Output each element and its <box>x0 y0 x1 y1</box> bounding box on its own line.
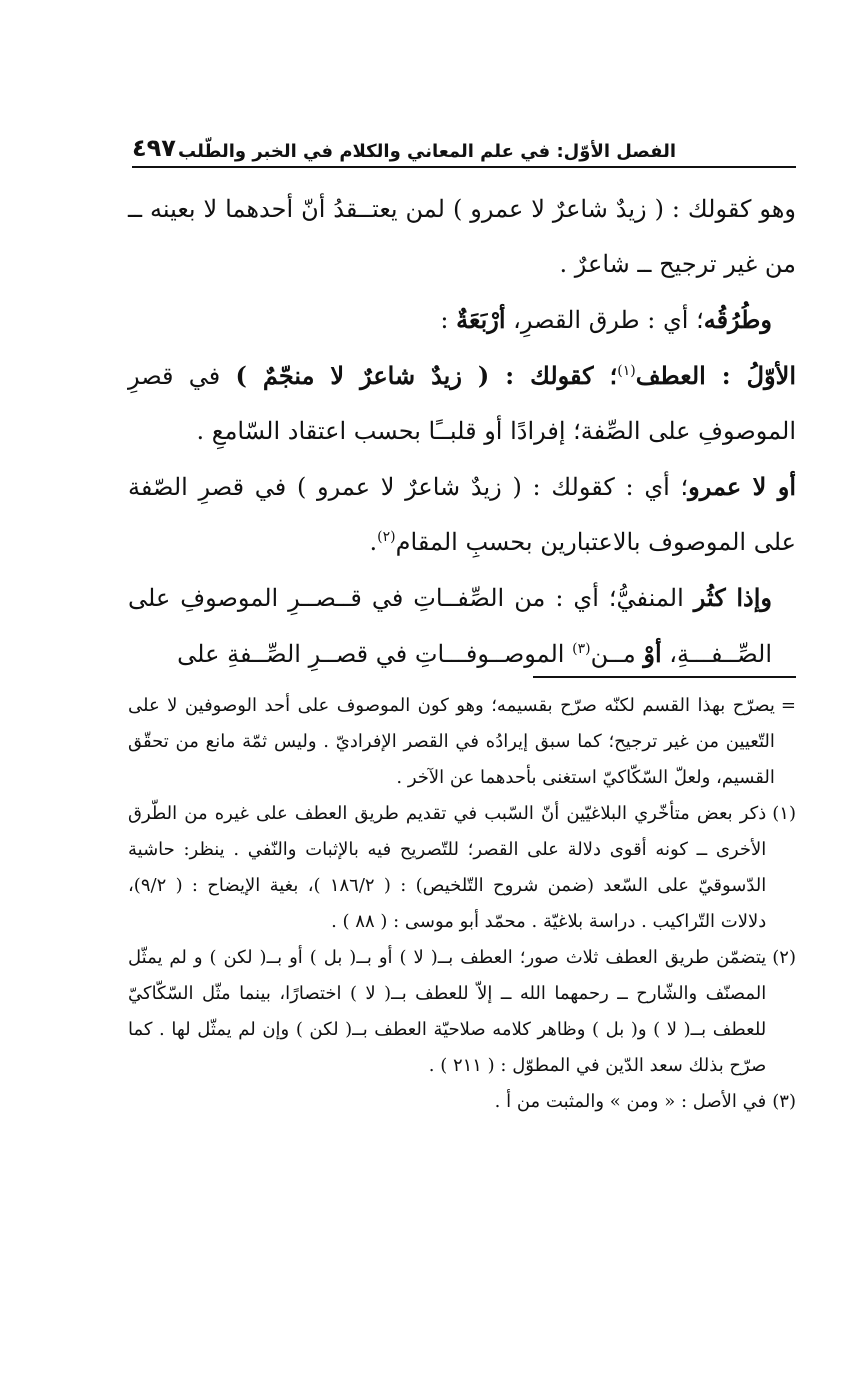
paragraph-4-text: ؛ أي : كقولك : ( زيدٌ شاعرٌ لا عمرو ) في قصرِ الصّفة على الموصوف بالاعتبارين بحسبِ المقام <box>128 473 796 556</box>
footnote-1-marker: (١) <box>772 803 796 824</box>
footnote-3 <box>128 1084 796 1120</box>
footnote-continued-text: يصرّح بهذا القسم لكنّه صرّح بقسيمه؛ وهو كون الموصوف على أحد الوصوفين لا على التّعيين من غير ترجيح؛ كما سبق إيرادُه في القصر الإفراديّ . وليس ثمّة مانع من تحقّق القسيم، ولعلّ السّكّاكيّ استغنى بأحدهما عن الآخر . <box>128 695 775 788</box>
page-number: ٤٩٧ <box>132 134 176 162</box>
paragraph-1 <box>128 182 796 292</box>
footnote-2 <box>128 940 796 1084</box>
footnote-1-text: ذكر بعض متأخّري البلاغيّين أنّ السّبب في تقديم طريق العطف على غيره من الطّرق الأخرى ــ كونه أقوى دلالة على القصر؛ للتّصريح فيه بالإثبات والنّفي . ينظر: حاشية الدّسوقيّ على السّعد (ضمن شروح التّلخيص) : ( ١٨٦/٢ )، بغية الإيضاح : ( ٩/٢)، دلالات التّراكيب . دراسة بلاغيّة . محمّد أبو موسى : ( ٨٨ ) . <box>128 803 767 932</box>
main-text <box>128 182 796 682</box>
footnote-divider <box>533 676 796 678</box>
paragraph-4 <box>128 459 796 570</box>
footnote-continued <box>128 688 796 796</box>
page-header <box>132 124 796 168</box>
chapter-title: الفصل الأوّل: في علم المعاني والكلام في الخبر والطّلب <box>178 141 676 162</box>
paragraph-5-bold-2: أوْ <box>643 639 662 668</box>
footnote-ref-2[interactable]: (٢) <box>377 529 396 545</box>
paragraph-3-bold-2: ؛ كقولك : ( زيدٌ شاعرٌ لا منجّمٌ ) <box>235 361 618 390</box>
footnote-2-text: يتضمّن طريق العطف ثلاث صور؛ العطف بــ( لا ) أو بــ( بل ) أو بــ( لكن ) و لم يمثّل المصنّف والشّارح ــ رحمهما الله ــ إلاّ للعطف بــ( لا ) اختصارًا، بينما مثّل السّكّاكيّ للعطف بــ( لا ) و( بل ) وظاهر كلامه صلاحيّة العطف بــ( لكن ) وإن لم يمثّل لها . كما صرّح بذلك سعد الدّين في المطوّل : ( ٢١١ ) . <box>128 947 767 1076</box>
paragraph-4-bold: أو لا عمرو <box>688 472 797 501</box>
paragraph-2-end: : <box>440 306 457 334</box>
footnote-ref-1[interactable]: (١) <box>617 363 636 379</box>
paragraph-5-bold: وإذا كثُر <box>693 583 772 612</box>
footnote-ref-3[interactable]: (٣) <box>572 641 591 657</box>
paragraph-3 <box>128 348 796 459</box>
paragraph-2-text: ؛ أي : طرق القصرِ، <box>505 306 704 334</box>
paragraph-5-text: المنفيُّ؛ أي : من الصِّفــاتِ في قــصــرِ الموصوفِ على الصِّــفـــةِ، <box>128 584 772 668</box>
footnote-2-marker: (٢) <box>772 947 796 968</box>
paragraph-2 <box>128 292 796 348</box>
footnote-3-text: في الأصل : « ومن » والمثبت من أ . <box>494 1091 767 1112</box>
paragraph-5-text-3: الموصــوفـــاتِ في قصــرِ الصِّــفةِ على <box>177 640 573 668</box>
paragraph-2-bold-2: أرْبَعَةٌ <box>456 305 506 334</box>
paragraph-3-bold: الأوّلُ : العطف <box>635 361 797 390</box>
footnotes <box>128 688 796 1120</box>
footnote-3-marker: (٣) <box>772 1091 796 1112</box>
paragraph-5 <box>128 570 796 682</box>
paragraph-5-text-2: مــن <box>590 640 644 668</box>
footnote-continued-marker: = <box>780 695 796 716</box>
paragraph-1-text: وهو كقولك : ( زيدٌ شاعرٌ لا عمرو ) لمن يعتــقدُ أنّ أحدهما لا بعينه ــ من غير ترجيح ــ شاعرٌ . <box>128 195 796 278</box>
footnote-1 <box>128 796 796 940</box>
paragraph-3-text: في قصرِ الموصوفِ على الصِّفة؛ إفرادًا أو قلبــًا بحسب اعتقاد السّامعِ . <box>128 362 796 445</box>
paragraph-2-bold: وطُرُقُه <box>703 305 772 334</box>
paragraph-4-end: . <box>369 528 378 556</box>
